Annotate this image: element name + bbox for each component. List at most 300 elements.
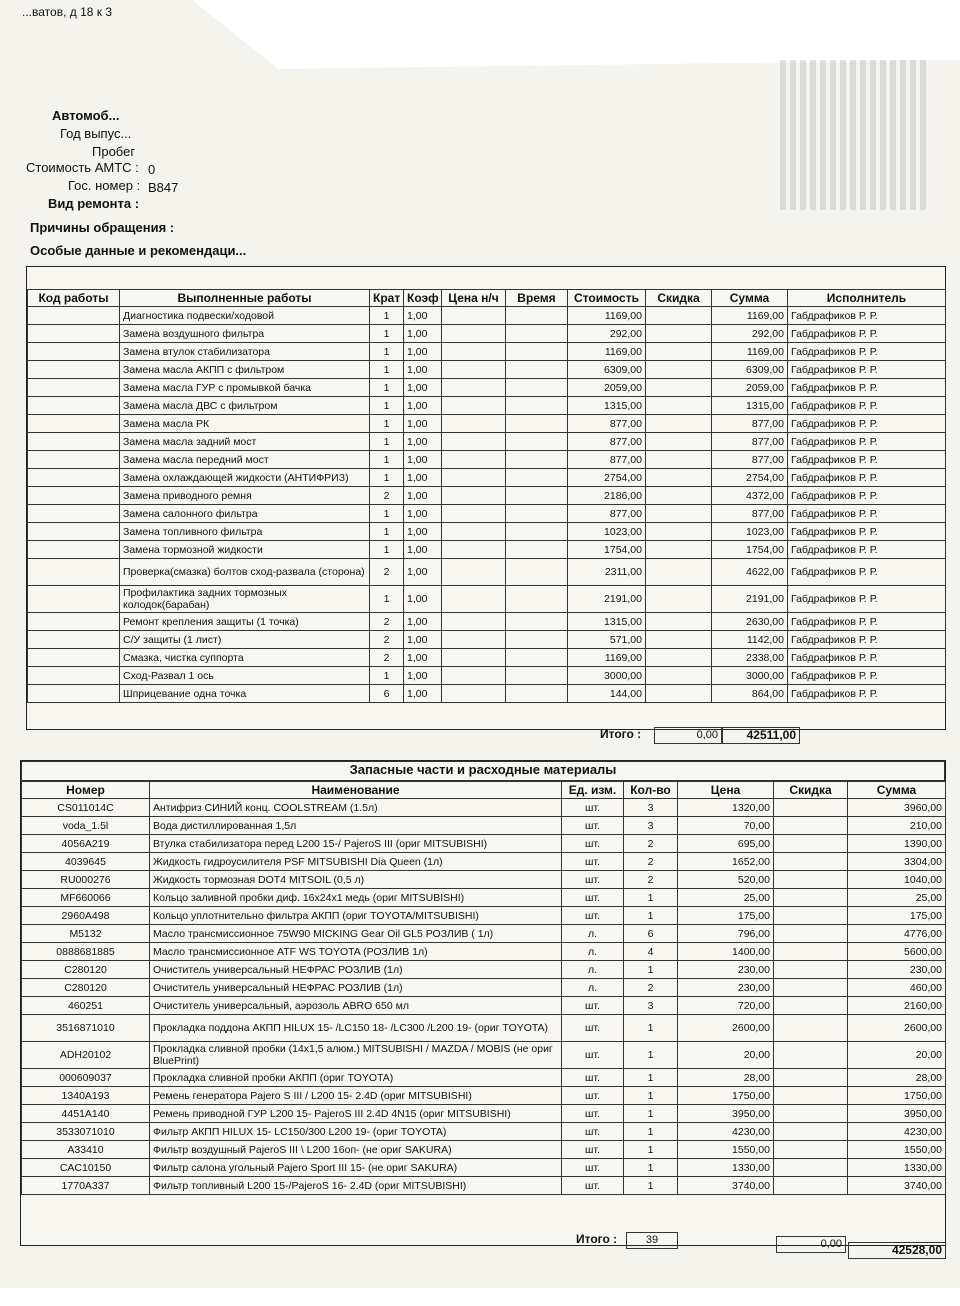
work-krat-cell: 2 — [370, 559, 404, 586]
part-price-cell: 3950,00 — [678, 1105, 774, 1123]
part-sum-cell: 1550,00 — [848, 1141, 946, 1159]
col-price: Цена — [678, 782, 774, 799]
parts-row — [22, 799, 946, 817]
part-discount-cell — [774, 817, 848, 835]
mileage-label: Пробег — [92, 144, 136, 159]
col-koef: Коэф — [404, 290, 442, 307]
work-time-cell — [506, 649, 568, 667]
work-code-cell — [28, 397, 120, 415]
parts-row — [22, 835, 946, 853]
work-code-cell — [28, 361, 120, 379]
work-time-cell — [506, 559, 568, 586]
work-code-cell — [28, 505, 120, 523]
works-row — [28, 541, 946, 559]
work-sum-cell: 4372,00 — [712, 487, 788, 505]
work-cost-cell: 877,00 — [568, 451, 646, 469]
work-price-hour-cell — [442, 415, 506, 433]
part-discount-cell — [774, 925, 848, 943]
part-sum-cell: 20,00 — [848, 1042, 946, 1069]
work-worker-cell: Габдрафиков Р. Р. — [788, 667, 946, 685]
special-data-label: Особые данные и рекомендаци... — [30, 243, 247, 258]
work-price-hour-cell — [442, 505, 506, 523]
part-unit-cell: шт. — [562, 1069, 624, 1087]
work-koef-cell: 1,00 — [404, 685, 442, 703]
work-sum-cell: 2630,00 — [712, 613, 788, 631]
work-cost-cell: 6309,00 — [568, 361, 646, 379]
part-number-cell: 3533071010 — [22, 1123, 150, 1141]
work-krat-cell: 1 — [370, 667, 404, 685]
work-sum-cell: 2191,00 — [712, 586, 788, 613]
work-name-cell: Замена топливного фильтра — [120, 523, 370, 541]
part-name-cell: Прокладка поддона АКПП HILUX 15- /LC150 18- /LC300 /L200 19- (ориг TOYOTA) — [150, 1015, 562, 1042]
work-koef-cell: 1,00 — [404, 451, 442, 469]
plate-label: Гос. номер : — [68, 178, 141, 193]
works-row — [28, 343, 946, 361]
part-price-cell: 1652,00 — [678, 853, 774, 871]
work-price-hour-cell — [442, 523, 506, 541]
work-koef-cell: 1,00 — [404, 379, 442, 397]
part-discount-cell — [774, 1177, 848, 1195]
part-number-cell: C280120 — [22, 961, 150, 979]
work-discount-cell — [646, 325, 712, 343]
part-discount-cell — [774, 1105, 848, 1123]
part-name-cell: Фильтр АКПП HILUX 15- LC150/300 L200 19- (ориг TOYOTA) — [150, 1123, 562, 1141]
work-time-cell — [506, 505, 568, 523]
work-worker-cell: Габдрафиков Р. Р. — [788, 469, 946, 487]
part-price-cell: 25,00 — [678, 889, 774, 907]
work-name-cell: Замена втулок стабилизатора — [120, 343, 370, 361]
part-qty-cell: 2 — [624, 853, 678, 871]
work-cost-cell: 2191,00 — [568, 586, 646, 613]
parts-row — [22, 943, 946, 961]
work-sum-cell: 1754,00 — [712, 541, 788, 559]
work-price-hour-cell — [442, 586, 506, 613]
work-price-hour-cell — [442, 649, 506, 667]
part-qty-cell: 1 — [624, 1087, 678, 1105]
part-number-cell: voda_1.5l — [22, 817, 150, 835]
work-time-cell — [506, 613, 568, 631]
work-koef-cell: 1,00 — [404, 523, 442, 541]
part-unit-cell: шт. — [562, 853, 624, 871]
plate-value: В847 — [148, 180, 179, 195]
part-unit-cell: шт. — [562, 817, 624, 835]
work-code-cell — [28, 649, 120, 667]
works-row — [28, 469, 946, 487]
works-row — [28, 523, 946, 541]
parts-row — [22, 889, 946, 907]
part-unit-cell: шт. — [562, 835, 624, 853]
work-code-cell — [28, 685, 120, 703]
work-name-cell: Диагностика подвески/ходовой — [120, 307, 370, 325]
part-unit-cell: л. — [562, 979, 624, 997]
work-time-cell — [506, 451, 568, 469]
part-discount-cell — [774, 835, 848, 853]
work-koef-cell: 1,00 — [404, 649, 442, 667]
reasons-label: Причины обращения : — [30, 220, 175, 235]
work-time-cell — [506, 487, 568, 505]
work-discount-cell — [646, 307, 712, 325]
work-worker-cell: Габдрафиков Р. Р. — [788, 613, 946, 631]
work-sum-cell: 1169,00 — [712, 343, 788, 361]
col-part-discount: Скидка — [774, 782, 848, 799]
work-sum-cell: 2059,00 — [712, 379, 788, 397]
col-cost: Стоимость — [568, 290, 646, 307]
col-worker: Исполнитель — [788, 290, 946, 307]
parts-row — [22, 961, 946, 979]
part-price-cell: 720,00 — [678, 997, 774, 1015]
col-work-code: Код работы — [28, 290, 120, 307]
work-discount-cell — [646, 343, 712, 361]
part-name-cell: Втулка стабилизатора перед L200 15-/ PajeroS III (ориг MITSUBISHI) — [150, 835, 562, 853]
work-name-cell: Ремонт крепления защиты (1 точка) — [120, 613, 370, 631]
work-worker-cell: Габдрафиков Р. Р. — [788, 415, 946, 433]
work-time-cell — [506, 631, 568, 649]
work-price-hour-cell — [442, 397, 506, 415]
part-price-cell: 2600,00 — [678, 1015, 774, 1042]
part-unit-cell: шт. — [562, 889, 624, 907]
work-code-cell — [28, 379, 120, 397]
work-name-cell: Замена масла ГУР с промывкой бачка — [120, 379, 370, 397]
part-number-cell: M5132 — [22, 925, 150, 943]
parts-row — [22, 871, 946, 889]
work-discount-cell — [646, 451, 712, 469]
work-name-cell: Шприцевание одна точка — [120, 685, 370, 703]
works-row — [28, 361, 946, 379]
work-koef-cell: 1,00 — [404, 415, 442, 433]
part-price-cell: 1550,00 — [678, 1141, 774, 1159]
work-discount-cell — [646, 667, 712, 685]
work-discount-cell — [646, 379, 712, 397]
work-worker-cell: Габдрафиков Р. Р. — [788, 361, 946, 379]
work-worker-cell: Габдрафиков Р. Р. — [788, 307, 946, 325]
parts-row — [22, 853, 946, 871]
col-discount: Скидка — [646, 290, 712, 307]
part-discount-cell — [774, 1087, 848, 1105]
work-sum-cell: 2754,00 — [712, 469, 788, 487]
work-code-cell — [28, 613, 120, 631]
work-sum-cell: 292,00 — [712, 325, 788, 343]
work-krat-cell: 2 — [370, 613, 404, 631]
parts-header-row — [22, 782, 946, 799]
work-cost-cell: 1169,00 — [568, 649, 646, 667]
part-price-cell: 1400,00 — [678, 943, 774, 961]
work-cost-cell: 144,00 — [568, 685, 646, 703]
works-row — [28, 433, 946, 451]
part-number-cell: 1340A193 — [22, 1087, 150, 1105]
work-sum-cell: 2338,00 — [712, 649, 788, 667]
address-fragment: ...ватов, д 18 к 3 — [22, 5, 113, 19]
part-qty-cell: 3 — [624, 799, 678, 817]
work-koef-cell: 1,00 — [404, 586, 442, 613]
work-koef-cell: 1,00 — [404, 613, 442, 631]
col-krat: Крат — [370, 290, 404, 307]
works-row — [28, 307, 946, 325]
work-cost-cell: 292,00 — [568, 325, 646, 343]
part-unit-cell: шт. — [562, 1123, 624, 1141]
parts-section — [20, 760, 946, 1246]
part-unit-cell: шт. — [562, 1159, 624, 1177]
work-name-cell: Профилактика задних тормозных колодок(барабан) — [120, 586, 370, 613]
part-name-cell: Антифриз СИНИЙ конц. COOLSTREAM (1.5л) — [150, 799, 562, 817]
part-qty-cell: 1 — [624, 1042, 678, 1069]
work-krat-cell: 1 — [370, 541, 404, 559]
part-discount-cell — [774, 979, 848, 997]
work-koef-cell: 1,00 — [404, 361, 442, 379]
part-discount-cell — [774, 871, 848, 889]
part-sum-cell: 230,00 — [848, 961, 946, 979]
work-worker-cell: Габдрафиков Р. Р. — [788, 559, 946, 586]
part-unit-cell: шт. — [562, 1141, 624, 1159]
work-sum-cell: 6309,00 — [712, 361, 788, 379]
part-unit-cell: шт. — [562, 1042, 624, 1069]
part-number-cell: 4451A140 — [22, 1105, 150, 1123]
parts-section-title: Запасные части и расходные материалы — [21, 761, 945, 781]
work-discount-cell — [646, 523, 712, 541]
work-time-cell — [506, 469, 568, 487]
part-discount-cell — [774, 1123, 848, 1141]
part-qty-cell: 1 — [624, 1123, 678, 1141]
part-discount-cell — [774, 853, 848, 871]
part-qty-cell: 3 — [624, 997, 678, 1015]
work-time-cell — [506, 586, 568, 613]
part-sum-cell: 3950,00 — [848, 1105, 946, 1123]
work-discount-cell — [646, 469, 712, 487]
parts-table — [21, 781, 946, 1195]
works-row — [28, 505, 946, 523]
part-price-cell: 4230,00 — [678, 1123, 774, 1141]
work-time-cell — [506, 523, 568, 541]
part-price-cell: 796,00 — [678, 925, 774, 943]
works-row — [28, 559, 946, 586]
part-number-cell: 4039645 — [22, 853, 150, 871]
work-name-cell: С/У защиты (1 лист) — [120, 631, 370, 649]
work-price-hour-cell — [442, 541, 506, 559]
part-unit-cell: л. — [562, 961, 624, 979]
work-name-cell: Замена масла передний мост — [120, 451, 370, 469]
works-total-discount: 0,00 — [654, 727, 722, 744]
col-part-number: Номер — [22, 782, 150, 799]
part-price-cell: 695,00 — [678, 835, 774, 853]
part-discount-cell — [774, 1015, 848, 1042]
work-cost-cell: 2186,00 — [568, 487, 646, 505]
work-code-cell — [28, 343, 120, 361]
work-code-cell — [28, 541, 120, 559]
work-name-cell: Замена масла ДВС с фильтром — [120, 397, 370, 415]
work-name-cell: Замена приводного ремня — [120, 487, 370, 505]
work-worker-cell: Габдрафиков Р. Р. — [788, 397, 946, 415]
work-krat-cell: 2 — [370, 487, 404, 505]
work-name-cell: Замена салонного фильтра — [120, 505, 370, 523]
part-qty-cell: 1 — [624, 889, 678, 907]
work-discount-cell — [646, 505, 712, 523]
part-number-cell: 0888681885 — [22, 943, 150, 961]
col-time: Время — [506, 290, 568, 307]
col-work-name: Выполненные работы — [120, 290, 370, 307]
works-section — [26, 266, 946, 730]
works-row — [28, 397, 946, 415]
work-time-cell — [506, 541, 568, 559]
work-krat-cell: 1 — [370, 451, 404, 469]
work-price-hour-cell — [442, 325, 506, 343]
part-price-cell: 1320,00 — [678, 799, 774, 817]
work-koef-cell: 1,00 — [404, 307, 442, 325]
part-unit-cell: шт. — [562, 907, 624, 925]
work-time-cell — [506, 361, 568, 379]
work-name-cell: Замена масла АКПП с фильтром — [120, 361, 370, 379]
part-unit-cell: л. — [562, 925, 624, 943]
work-name-cell: Замена охлаждающей жидкости (АНТИФРИЗ) — [120, 469, 370, 487]
part-qty-cell: 1 — [624, 1105, 678, 1123]
part-price-cell: 1750,00 — [678, 1087, 774, 1105]
work-code-cell — [28, 667, 120, 685]
part-price-cell: 70,00 — [678, 817, 774, 835]
col-price-per-hour: Цена н/ч — [442, 290, 506, 307]
work-worker-cell: Габдрафиков Р. Р. — [788, 523, 946, 541]
part-qty-cell: 2 — [624, 871, 678, 889]
repair-type-label: Вид ремонта : — [48, 196, 140, 211]
part-number-cell: C280120 — [22, 979, 150, 997]
col-part-sum: Сумма — [848, 782, 946, 799]
work-krat-cell: 1 — [370, 586, 404, 613]
part-sum-cell: 28,00 — [848, 1069, 946, 1087]
parts-row — [22, 997, 946, 1015]
part-name-cell: Масло трансмиссионное 75W90 MICKING Gear Oil GL5 РОЗЛИВ ( 1л) — [150, 925, 562, 943]
part-number-cell: 1770A337 — [22, 1177, 150, 1195]
work-price-hour-cell — [442, 667, 506, 685]
year-label: Год выпус... — [60, 126, 132, 141]
part-sum-cell: 3960,00 — [848, 799, 946, 817]
work-worker-cell: Габдрафиков Р. Р. — [788, 325, 946, 343]
work-time-cell — [506, 307, 568, 325]
part-sum-cell: 1390,00 — [848, 835, 946, 853]
part-price-cell: 230,00 — [678, 979, 774, 997]
work-cost-cell: 1023,00 — [568, 523, 646, 541]
part-name-cell: Прокладка сливной пробки (14х1,5 алюм.) MITSUBISHI / MAZDA / MOBIS (не ориг BluePrint) — [150, 1042, 562, 1069]
work-discount-cell — [646, 541, 712, 559]
qr-code-image — [780, 60, 930, 210]
part-number-cell: A33410 — [22, 1141, 150, 1159]
work-cost-cell: 877,00 — [568, 505, 646, 523]
work-cost-cell: 1315,00 — [568, 613, 646, 631]
part-sum-cell: 1040,00 — [848, 871, 946, 889]
works-row — [28, 586, 946, 613]
part-qty-cell: 1 — [624, 1177, 678, 1195]
work-discount-cell — [646, 433, 712, 451]
work-cost-cell: 1169,00 — [568, 343, 646, 361]
works-row — [28, 613, 946, 631]
work-name-cell: Замена воздушного фильтра — [120, 325, 370, 343]
work-price-hour-cell — [442, 379, 506, 397]
part-qty-cell: 2 — [624, 835, 678, 853]
part-discount-cell — [774, 799, 848, 817]
work-krat-cell: 1 — [370, 361, 404, 379]
part-discount-cell — [774, 961, 848, 979]
parts-row — [22, 1042, 946, 1069]
work-krat-cell: 2 — [370, 631, 404, 649]
part-price-cell: 230,00 — [678, 961, 774, 979]
work-time-cell — [506, 343, 568, 361]
part-number-cell: RU000276 — [22, 871, 150, 889]
parts-row — [22, 1123, 946, 1141]
work-time-cell — [506, 415, 568, 433]
work-price-hour-cell — [442, 631, 506, 649]
work-cost-cell: 2059,00 — [568, 379, 646, 397]
work-cost-cell: 3000,00 — [568, 667, 646, 685]
part-unit-cell: шт. — [562, 997, 624, 1015]
part-price-cell: 28,00 — [678, 1069, 774, 1087]
work-koef-cell: 1,00 — [404, 487, 442, 505]
work-time-cell — [506, 433, 568, 451]
parts-total-qty: 39 — [626, 1232, 678, 1249]
part-number-cell: 460251 — [22, 997, 150, 1015]
part-name-cell: Прокладка сливной пробки АКПП (ориг TOYOTA) — [150, 1069, 562, 1087]
work-koef-cell: 1,00 — [404, 469, 442, 487]
part-qty-cell: 1 — [624, 1159, 678, 1177]
part-name-cell: Жидкость гидроусилителя PSF MITSUBISHI Dia Queen (1л) — [150, 853, 562, 871]
page-bottom-edge — [0, 1288, 960, 1306]
works-total-label: Итого : — [600, 727, 642, 741]
work-time-cell — [506, 397, 568, 415]
work-sum-cell: 1169,00 — [712, 307, 788, 325]
part-unit-cell: шт. — [562, 1015, 624, 1042]
part-sum-cell: 3304,00 — [848, 853, 946, 871]
work-worker-cell: Габдрафиков Р. Р. — [788, 541, 946, 559]
part-sum-cell: 1330,00 — [848, 1159, 946, 1177]
parts-row — [22, 817, 946, 835]
parts-row — [22, 907, 946, 925]
part-qty-cell: 1 — [624, 1141, 678, 1159]
work-sum-cell: 877,00 — [712, 451, 788, 469]
work-sum-cell: 877,00 — [712, 433, 788, 451]
part-name-cell: Фильтр салона угольный Pajero Sport III 15- (не ориг SAKURA) — [150, 1159, 562, 1177]
work-code-cell — [28, 523, 120, 541]
work-krat-cell: 2 — [370, 649, 404, 667]
work-krat-cell: 1 — [370, 343, 404, 361]
part-sum-cell: 2600,00 — [848, 1015, 946, 1042]
part-discount-cell — [774, 1141, 848, 1159]
part-unit-cell: л. — [562, 943, 624, 961]
work-discount-cell — [646, 649, 712, 667]
part-price-cell: 3740,00 — [678, 1177, 774, 1195]
part-qty-cell: 3 — [624, 817, 678, 835]
part-name-cell: Фильтр воздушный PajeroS III \ L200 16оп- (не ориг SAKURA) — [150, 1141, 562, 1159]
work-krat-cell: 1 — [370, 415, 404, 433]
work-discount-cell — [646, 487, 712, 505]
work-cost-cell: 1754,00 — [568, 541, 646, 559]
part-name-cell: Очиститель универсальный НЕФРАС РОЗЛИВ (1л) — [150, 979, 562, 997]
part-name-cell: Фильтр топливный L200 15-/PajeroS 16- 2.4D (ориг MITSUBISHI) — [150, 1177, 562, 1195]
part-sum-cell: 175,00 — [848, 907, 946, 925]
part-number-cell: MF660066 — [22, 889, 150, 907]
part-sum-cell: 3740,00 — [848, 1177, 946, 1195]
work-code-cell — [28, 307, 120, 325]
work-koef-cell: 1,00 — [404, 505, 442, 523]
work-koef-cell: 1,00 — [404, 541, 442, 559]
part-unit-cell: шт. — [562, 799, 624, 817]
work-worker-cell: Габдрафиков Р. Р. — [788, 487, 946, 505]
parts-row — [22, 1069, 946, 1087]
part-qty-cell: 1 — [624, 961, 678, 979]
work-krat-cell: 1 — [370, 397, 404, 415]
works-row — [28, 631, 946, 649]
work-cost-cell: 877,00 — [568, 433, 646, 451]
work-krat-cell: 1 — [370, 469, 404, 487]
part-number-cell: 3516871010 — [22, 1015, 150, 1042]
work-koef-cell: 1,00 — [404, 397, 442, 415]
cost-value: 0 — [148, 162, 156, 177]
part-unit-cell: шт. — [562, 1177, 624, 1195]
work-name-cell: Проверка(смазка) болтов сход-развала (сторона) — [120, 559, 370, 586]
